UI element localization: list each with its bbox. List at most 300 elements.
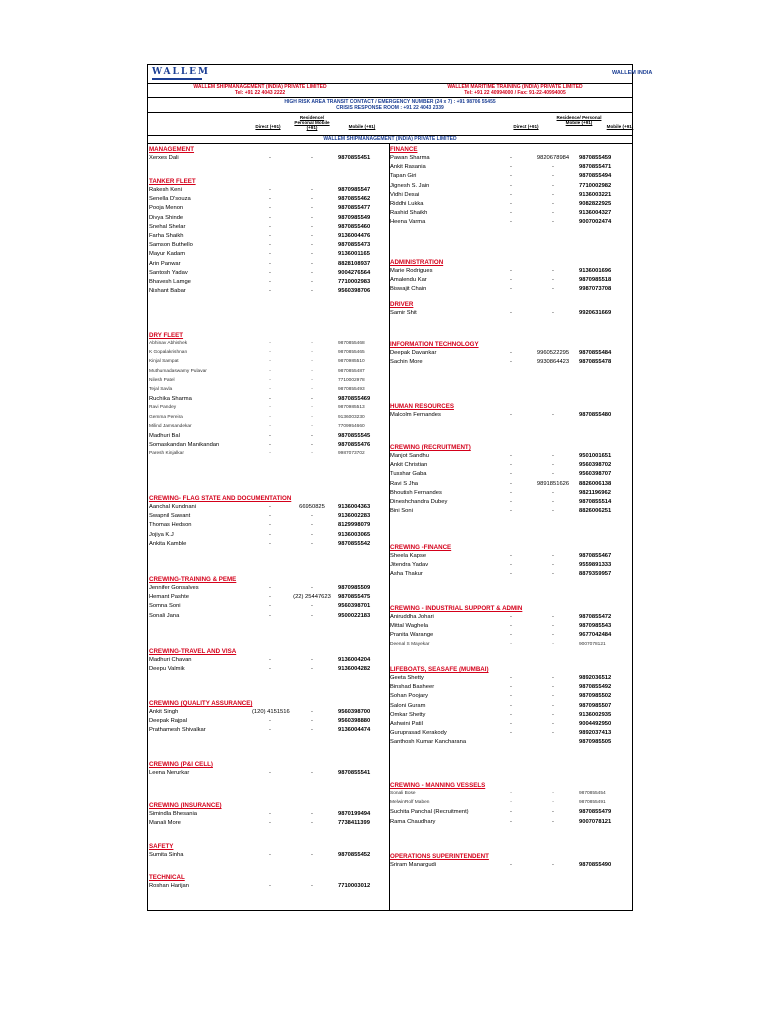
contact-row (389, 183, 631, 192)
contact-row (148, 424, 390, 433)
contact-row (148, 657, 390, 666)
mobile-number: 9560398701 (338, 603, 371, 610)
contact-name: Pranita Warange (390, 632, 434, 639)
residence-number: - (311, 359, 313, 365)
contact-name: Rakesh Keni (149, 187, 182, 193)
section-title: CREWING-TRAINING & PEME (149, 576, 237, 583)
mobile-number: 9870855478 (579, 359, 612, 366)
contact-row (148, 718, 390, 727)
contact-name: Jignesh S. Jain (390, 182, 430, 189)
direct-number: - (510, 809, 512, 816)
residence-number: - (552, 623, 554, 630)
residence-number: - (552, 684, 554, 691)
residence-number: - (311, 279, 313, 285)
direct-number: - (510, 210, 512, 217)
contact-name: Samir Shit (390, 310, 417, 316)
direct-number: - (510, 310, 512, 316)
contact-row (148, 378, 390, 387)
residence-number: - (552, 173, 554, 180)
mobile-number: 8826006138 (579, 480, 612, 487)
mobile-number: 9870855484 (579, 350, 612, 356)
contact-row (389, 350, 631, 359)
residence-number: - (311, 223, 313, 230)
direct-number: - (269, 269, 271, 276)
contact-row (389, 614, 631, 623)
residence-number: - (552, 562, 554, 569)
mobile-number: 9870985505 (579, 739, 612, 746)
contact-row (389, 164, 631, 173)
col-residence-right: Residence/ Personal Mobile (+91) (556, 115, 602, 125)
contact-name: Farha Shaikh (149, 233, 184, 239)
mobile-number: 9082822925 (579, 201, 612, 207)
residence-number: - (311, 513, 313, 520)
residence-number: - (311, 196, 313, 203)
contact-row (148, 155, 390, 164)
residence-number: - (311, 433, 313, 439)
contact-name: Sriram Manargudi (390, 862, 437, 868)
contact-name: Tejal Savla (149, 387, 173, 392)
residence-number: - (552, 191, 554, 198)
residence-number: - (311, 414, 313, 420)
residence-number: - (311, 709, 313, 715)
direct-number: - (269, 341, 271, 346)
mobile-number: 9870855473 (338, 242, 371, 249)
residence-number: - (552, 571, 554, 578)
mobile-number: 7710002982 (579, 182, 612, 189)
contact-name: Ravi Pandey (149, 405, 177, 411)
residence-number: - (552, 632, 554, 639)
contact-name: Mayur Kadam (149, 251, 186, 258)
mobile-number: 9870985547 (338, 187, 371, 193)
direct-number: - (510, 499, 512, 505)
direct-number: - (510, 480, 512, 487)
direct-number: - (269, 359, 271, 365)
contact-row (148, 603, 390, 612)
mobile-number: 9007002474 (579, 219, 612, 226)
section-title: CREWING (QUALITY ASSURANCE) (149, 700, 253, 707)
mobile-number: 7710002983 (338, 279, 371, 285)
contact-name: Thomas Hedson (149, 522, 192, 529)
header-divider-5 (148, 143, 632, 144)
contact-name: Somna Soni (149, 603, 181, 610)
contact-row (148, 541, 390, 550)
direct-number: - (269, 155, 271, 161)
contact-name: Aanchal Kundnani (149, 504, 197, 510)
contact-row (389, 508, 631, 517)
direct-number: - (510, 219, 512, 226)
section-title: OPERATIONS SUPERINTENDENT (390, 853, 489, 860)
mobile-number: 9870855493 (338, 387, 365, 392)
mobile-number: 9560398700 (338, 709, 371, 715)
section-title: CREWING (INSURANCE) (149, 802, 222, 809)
direct-number: - (269, 377, 271, 383)
contact-row (389, 210, 631, 219)
residence-number: - (311, 155, 313, 161)
mobile-number: 7710002978 (338, 377, 365, 383)
contact-row (148, 852, 390, 861)
residence-number: - (311, 811, 313, 817)
contact-row (148, 387, 390, 396)
mobile-number: 9870855479 (579, 809, 612, 816)
direct-number: - (269, 396, 271, 403)
residence-number: - (311, 451, 313, 457)
contact-row (389, 819, 631, 828)
contact-row (148, 270, 390, 279)
mobile-number: 9870855459 (579, 155, 612, 161)
residence-number: - (552, 182, 554, 189)
mobile-number: 9870985518 (579, 277, 612, 284)
contact-name: Muthumadaswamy Pulavar (149, 368, 207, 374)
direct-number: - (510, 730, 512, 737)
contact-name: Tapan Giri (390, 173, 417, 180)
contact-row (389, 739, 631, 748)
residence-number: - (311, 368, 313, 374)
contact-row (148, 279, 390, 288)
mobile-number: 9870855542 (338, 540, 371, 547)
residence-number: - (552, 693, 554, 700)
header-divider-3 (148, 112, 632, 113)
direct-number: - (269, 387, 271, 392)
mobile-number: 9136003065 (338, 531, 371, 538)
mobile-number: 9892036512 (579, 675, 612, 681)
contact-row (148, 451, 390, 460)
direct-number: - (510, 471, 512, 478)
residence-number: - (311, 288, 313, 295)
residence-number: - (552, 219, 554, 226)
mobile-number: 9870855541 (338, 770, 371, 776)
contact-row (389, 173, 631, 182)
mobile-number: 9870855469 (338, 396, 371, 403)
mobile-number: 9560398880 (338, 718, 371, 725)
direct-number: - (510, 800, 512, 806)
direct-number: - (510, 508, 512, 515)
mobile-number: 9136004363 (338, 504, 371, 510)
residence-number: - (552, 164, 554, 171)
subtitle: WALLEM SHIPMANAGEMENT (INDIA) PRIVATE LIMITED (323, 136, 457, 142)
direct-number: - (269, 288, 271, 295)
contact-row (148, 513, 390, 522)
section-title: INFORMATION TECHNOLOGY (390, 341, 479, 348)
contact-row (148, 187, 390, 196)
direct-number: - (510, 286, 512, 293)
direct-number: - (510, 711, 512, 718)
residence-number: - (552, 310, 554, 316)
direct-number: - (510, 277, 512, 284)
contact-name: Prathamesh Shivalkar (149, 727, 206, 734)
residence-number: (22) 25447623 (293, 594, 331, 601)
contact-name: Manjot Sandhu (390, 453, 429, 459)
contact-name: Aniruddha Johari (390, 614, 434, 620)
mobile-number: 9870855462 (338, 196, 371, 203)
residence-number: - (552, 462, 554, 469)
contact-name: Riddhi Lukka (390, 201, 424, 207)
contact-row (389, 192, 631, 201)
contact-row (148, 727, 390, 736)
contact-name: Malcolm Fernandes (390, 412, 441, 418)
direct-number: - (269, 666, 271, 673)
contact-name: Bhavesh Lamge (149, 279, 191, 285)
mobile-number: 9560398702 (579, 462, 612, 469)
contact-name: Jitendra Yadav (390, 562, 429, 569)
contact-row (148, 666, 390, 675)
contact-row (148, 341, 390, 350)
residence-number: - (552, 702, 554, 709)
mobile-number: 9870855494 (579, 173, 612, 180)
mobile-number: 9870855467 (579, 553, 612, 559)
contact-name: Suchita Panchal (Recruitment) (390, 809, 469, 816)
contact-name: Swapnil Sawant (149, 513, 191, 520)
contact-row (389, 642, 631, 651)
mobile-number: 7709954660 (338, 423, 365, 429)
direct-number: - (269, 770, 271, 776)
mobile-number: 9501001651 (579, 453, 612, 459)
contact-row (389, 862, 631, 871)
contact-name: Manali More (149, 820, 181, 827)
contact-row (148, 770, 390, 779)
mobile-number: 9870855490 (579, 862, 612, 868)
contact-row (148, 224, 390, 233)
contact-name: Somaskandan Manikandan (149, 442, 220, 449)
section-title: SAFETY (149, 843, 174, 850)
mobile-number: 9004492950 (579, 721, 612, 727)
mobile-number: 9870855545 (338, 433, 371, 439)
contact-row (389, 571, 631, 580)
residence-number: - (311, 242, 313, 249)
contact-row (389, 286, 631, 295)
mobile-number: 9870985510 (338, 359, 365, 365)
contact-row (148, 350, 390, 359)
contact-row (389, 809, 631, 818)
contact-row (389, 712, 631, 721)
emergency-number: HIGH RISK AREA TRANSIT CONTACT / EMERGENCY NUMBER (24 x 7) : +91 98706 55455 (284, 99, 496, 105)
residence-number: - (552, 862, 554, 868)
direct-number: - (510, 453, 512, 459)
residence-number: - (311, 269, 313, 276)
residence-number: - (311, 883, 313, 889)
mobile-number: 9004276564 (338, 269, 371, 276)
residence-number: - (311, 540, 313, 547)
mobile-number: 9987073708 (579, 286, 612, 293)
contact-name: Dineshchandra Dubey (390, 499, 448, 505)
contact-name: Madhuri Chavan (149, 657, 192, 663)
mobile-number: 9870855468 (338, 341, 365, 346)
residence-number: - (552, 508, 554, 515)
direct-number: - (269, 242, 271, 249)
contact-name: Sohan Poojary (390, 693, 429, 700)
company-left-tel: Tel: +91 22 4043 2222 (234, 89, 286, 96)
direct-number: - (269, 504, 271, 510)
direct-number: - (510, 675, 512, 681)
direct-number: - (510, 350, 512, 356)
mobile-number: 8828108937 (338, 260, 371, 267)
residence-number: - (311, 405, 313, 411)
contact-row (148, 405, 390, 414)
residence-number: - (552, 553, 554, 559)
direct-number: - (510, 684, 512, 691)
contact-name: Deepak Rajpal (149, 718, 188, 725)
company-right-name: WALLEM MARITIME TRAINING (INDIA) PRIVATE LIMITED (447, 84, 583, 90)
direct-number: - (510, 359, 512, 366)
mobile-number: 9870985513 (338, 405, 365, 411)
direct-number: - (269, 260, 271, 267)
residence-number: - (311, 214, 313, 221)
mobile-number: 9870985502 (579, 693, 612, 700)
contact-row (389, 155, 631, 164)
contact-name: Amalendu Kar (390, 277, 427, 284)
contact-row (148, 205, 390, 214)
direct-number: - (269, 433, 271, 439)
contact-name: Guruprasad Kerakody (390, 730, 447, 737)
section-title: DRIVER (390, 301, 414, 308)
residence-number: - (311, 612, 313, 619)
contact-row (389, 490, 631, 499)
contact-row (148, 504, 390, 513)
residence-number: - (552, 800, 554, 806)
residence-number: - (552, 809, 554, 816)
direct-number: - (269, 405, 271, 411)
contact-row (148, 811, 390, 820)
residence-number: - (552, 453, 554, 459)
residence-number: - (311, 531, 313, 538)
section-title: CREWING - INDUSTRIAL SUPPORT & ADMIN (390, 605, 523, 612)
direct-number: - (269, 883, 271, 889)
col-direct-left: Direct (+91) (255, 124, 281, 129)
mobile-number: 9136004282 (338, 666, 371, 673)
contact-row (389, 453, 631, 462)
contact-name: Asha Thakur (390, 571, 423, 578)
direct-number: - (269, 594, 271, 601)
residence-number: 9960522295 (536, 350, 570, 356)
contact-row (148, 242, 390, 251)
mobile-number: 9136001165 (338, 251, 370, 258)
contact-row (389, 791, 631, 800)
direct-number: - (269, 603, 271, 610)
residence-number: 9820678984 (536, 155, 570, 161)
contact-row (389, 703, 631, 712)
residence-number: - (552, 730, 554, 737)
direct-number: - (269, 513, 271, 520)
direct-number: - (510, 489, 512, 496)
contact-name: Milind Jamsandekar (149, 423, 192, 429)
mobile-number: 9870855475 (338, 594, 371, 601)
contact-row (389, 481, 631, 490)
residence-number: - (311, 387, 313, 392)
brand-right: WALLEM INDIA (612, 70, 653, 76)
residence-number: - (552, 286, 554, 293)
mobile-number: 9007078121 (579, 641, 606, 647)
contact-row (148, 233, 390, 242)
contact-name: Ashwini Patil (390, 721, 423, 727)
direct-number: - (510, 191, 512, 198)
contact-row (389, 553, 631, 562)
residence-number: - (552, 268, 554, 274)
contact-row (148, 396, 390, 405)
contact-row (389, 562, 631, 571)
contact-name: Arin Panwar (149, 260, 181, 267)
direct-number: - (510, 553, 512, 559)
residence-number: - (311, 442, 313, 449)
residence-number: - (311, 233, 313, 239)
contact-row (389, 310, 631, 319)
direct-number: - (269, 811, 271, 817)
contact-name: Roshan Harijan (149, 883, 189, 889)
contact-row (148, 288, 390, 297)
residence-number: - (311, 350, 313, 356)
residence-number: 9930864423 (536, 359, 570, 366)
contact-name: Madhuri Bal (149, 433, 180, 439)
residence-number: - (552, 614, 554, 620)
residence-number: - (311, 260, 313, 267)
direct-number: - (510, 632, 512, 639)
contact-name: Sonali Jana (149, 612, 180, 619)
contact-name: Santhosh Kumar Kancharana (390, 739, 467, 746)
contact-row (389, 632, 631, 641)
direct-number: - (269, 205, 271, 212)
mobile-number: 9870855465 (338, 350, 365, 356)
col-mobile-right: Mobile (+91) (606, 124, 634, 129)
contact-name: Ruchika Sharma (149, 396, 192, 403)
direct-number: - (269, 350, 271, 356)
contact-name: Geeta Shetty (390, 675, 424, 681)
contact-row (389, 359, 631, 368)
header-divider-2 (148, 97, 632, 98)
contact-row (148, 613, 390, 622)
contact-row (148, 442, 390, 451)
direct-number: - (510, 462, 512, 469)
mobile-number: 9870855454 (579, 791, 606, 796)
residence-number: - (311, 718, 313, 725)
contact-name: Heena Varma (390, 219, 426, 226)
direct-number: - (269, 423, 271, 429)
section-title: LIFEBOATS, SEASAFE (MUMBAI) (390, 666, 489, 673)
mobile-number: 9136004476 (338, 233, 371, 239)
residence-number: - (311, 603, 313, 610)
direct-number: - (269, 187, 271, 193)
contact-name: Rashid Shaikh (390, 210, 428, 217)
mobile-number: 8826006251 (579, 508, 612, 515)
residence-number: - (311, 585, 313, 591)
mobile-number: 9870199494 (338, 811, 371, 817)
mobile-number: 9870985509 (338, 585, 371, 591)
contact-name: Paresh Kinjalkar (149, 451, 184, 457)
contact-row (389, 693, 631, 702)
direct-number: (120) 4151516 (252, 709, 290, 715)
contact-name: Leena Nerurkar (149, 770, 190, 776)
direct-number: - (510, 693, 512, 700)
company-right-tel: Tel: +91 22 40994000 / Fax: 91-22-40994005 (464, 89, 566, 96)
mobile-number: 9870855492 (579, 684, 612, 691)
contact-row (148, 532, 390, 541)
residence-number: - (311, 377, 313, 383)
direct-number: - (510, 791, 512, 796)
contact-row (148, 820, 390, 829)
contact-row (389, 675, 631, 684)
direct-number: - (510, 268, 512, 274)
wallem-logo: WALLEM (152, 67, 210, 77)
contact-row (389, 462, 631, 471)
mobile-number: 9136003230 (338, 414, 365, 420)
direct-number: - (269, 820, 271, 827)
section-title: ADMINISTRATION (390, 259, 444, 266)
direct-number: - (510, 862, 512, 868)
contact-row (389, 471, 631, 480)
direct-number: - (269, 612, 271, 619)
contact-row (148, 251, 390, 260)
mobile-number: 9136002283 (338, 513, 371, 520)
company-right (420, 85, 610, 96)
direct-number: - (510, 721, 512, 727)
contact-name: Sachin More (390, 359, 423, 366)
